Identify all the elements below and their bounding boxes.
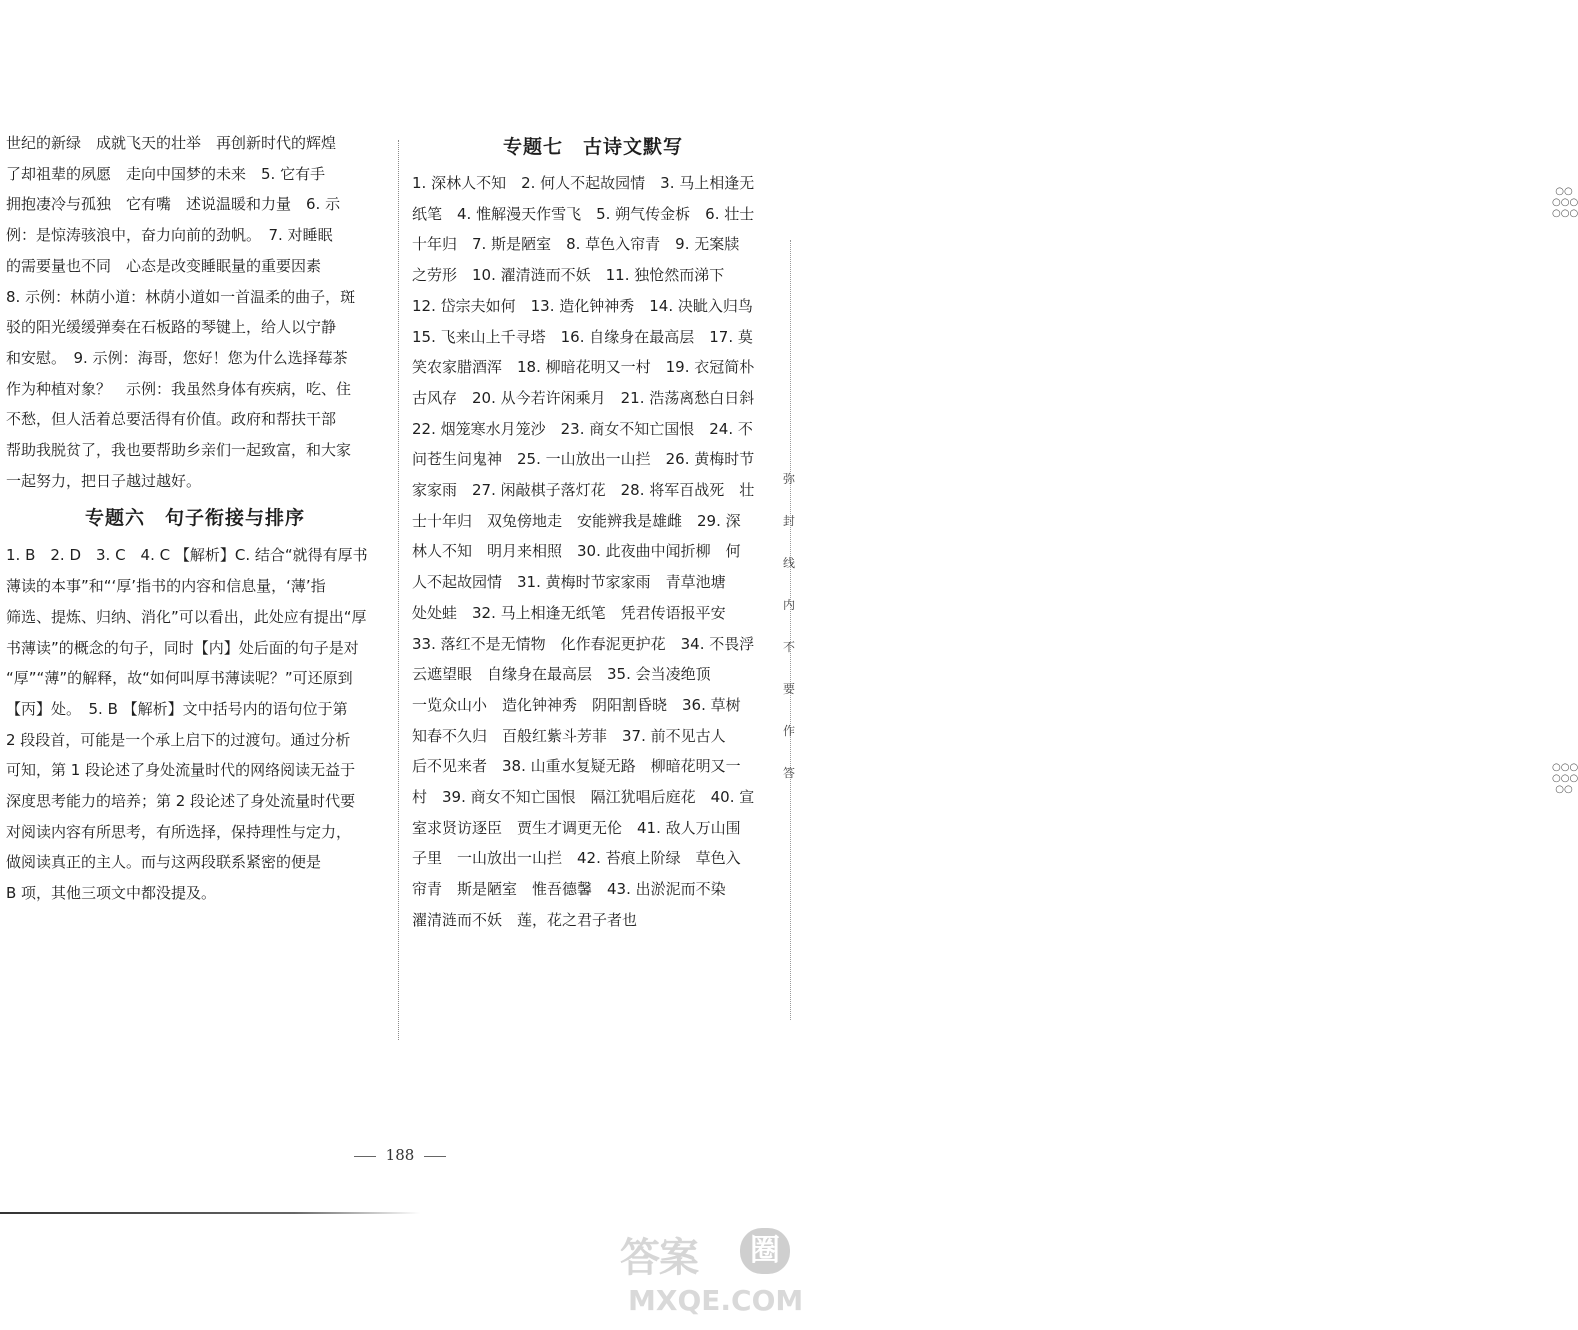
- answer-line: 作为种植对象？ 示例：我虽然身体有疾病，吃、住: [6, 379, 352, 398]
- answer-line: 林人不知 明月来相照 30. 此夜曲中闻折柳 何: [412, 542, 741, 561]
- answer-line: 驳的阳光缓缓弹奏在石板路的琴键上，给人以宁静: [6, 318, 337, 337]
- bottom-rule: [0, 1212, 420, 1214]
- answer-line: 不愁，但人活着总要活得有价值。政府和帮扶干部: [6, 410, 337, 429]
- answer-line: 15. 飞来山上千寻塔 16. 自缘身在最高层 17. 莫: [412, 327, 753, 346]
- answer-line: 知春不久归 百般红紫斗芳菲 37. 前不见古人: [412, 726, 726, 745]
- answer-line: 家家雨 27. 闲敲棋子落灯花 28. 将军百战死 壮: [412, 481, 755, 500]
- page-number: [0, 1146, 800, 1164]
- binding-margin-char: 弥: [783, 472, 796, 486]
- answer-line: 和安慰。 9. 示例：海哥，您好！您为什么选择莓茶: [6, 348, 348, 367]
- answer-line: 例：是惊涛骇浪中，奋力向前的劲帆。 7. 对睡眠: [6, 226, 333, 245]
- watermark: [620, 1226, 804, 1326]
- answer-line: 了却祖辈的夙愿 走向中国梦的未来 5. 它有手: [6, 164, 326, 183]
- answer-line: 33. 落红不是无情物 化作春泥更护花 34. 不畏浮: [412, 634, 755, 653]
- answer-line: 村 39. 商女不知亡国恨 隔江犹唱后庭花 40. 宣: [412, 788, 755, 807]
- answer-line: 笑农家腊酒浑 18. 柳暗花明又一村 19. 衣冠简朴: [412, 358, 755, 377]
- left-intro-block: [6, 128, 384, 496]
- binding-margin-char: 封: [783, 514, 796, 528]
- answer-line: 【丙】处。 5. B 【解析】文中括号内的语句位于第: [6, 699, 348, 718]
- section-6-title: 专题六 句子衔接与排序: [84, 507, 305, 530]
- binding-margin-char: 不: [783, 640, 796, 654]
- section-7-title: 专题七 古诗文默写: [502, 136, 683, 158]
- answer-line: 濯清涟而不妖 莲，花之君子者也: [412, 910, 638, 929]
- answer-line: 的需要量也不同 心态是改变睡眠量的重要因素: [6, 256, 322, 275]
- binding-margin-char: 作: [783, 724, 796, 738]
- answer-line: 十年归 7. 斯是陋室 8. 草色入帘青 9. 无案牍: [412, 235, 740, 254]
- answer-line: 深度思考能力的培养；第 2 段论述了身处流量时代要: [6, 792, 356, 811]
- section-6-answers: [6, 540, 384, 908]
- margin-circles-top: ○○ ○○○ ○○○: [1552, 186, 1578, 219]
- binding-dotted-line: [790, 240, 791, 1020]
- section-7-answers: [412, 168, 774, 936]
- answer-line: 之劳形 10. 濯清涟而不妖 11. 独怆然而涕下: [412, 266, 725, 285]
- answer-line: 12. 岱宗夫如何 13. 造化钟神秀 14. 决眦入归鸟: [412, 296, 753, 315]
- answer-line: 后不见来者 38. 山重水复疑无路 柳暗花明又一: [412, 757, 741, 776]
- answer-line: 1. 深林人不知 2. 何人不起故园情 3. 马上相逢无: [412, 174, 755, 192]
- watermark-url: MXQE.COM: [628, 1284, 804, 1317]
- answer-line: 子里 一山放出一山拦 42. 苔痕上阶绿 草色入: [412, 849, 741, 868]
- answer-line: 薄读的本事”和“‘厚’指书的内容和信息量，‘薄’指: [6, 577, 326, 596]
- answer-line: 1. B 2. D 3. C 4. C 【解析】C. 结合“就得有厚书: [6, 546, 368, 565]
- binding-margin-char: 内: [783, 598, 796, 612]
- answer-line: 室求贤访逐臣 贾生才调更无伦 41. 敌人万山围: [412, 818, 741, 837]
- answer-line: 帘青 斯是陋室 惟吾德馨 43. 出淤泥而不染: [412, 880, 726, 899]
- answer-line: 问苍生问鬼神 25. 一山放出一山拦 26. 黄梅时节: [412, 450, 755, 469]
- binding-margin-char: 答: [783, 766, 796, 780]
- answer-line: 拥抱凄冷与孤独 它有嘴 述说温暖和力量 6. 示: [6, 195, 341, 214]
- answer-line: 书薄读”的概念的句子，同时【内】处后面的句子是对: [6, 638, 359, 657]
- watermark-logo: 答案: [620, 1235, 698, 1281]
- answer-line: 云遮望眼 自缘身在最高层 35. 会当凌绝顶: [412, 665, 711, 684]
- column-divider: [398, 140, 399, 1040]
- answer-line: 做阅读真正的主人。而与这两段联系紧密的便是: [6, 853, 322, 872]
- answer-line: 筛选、提炼、归纳、消化”可以看出，此处应有提出“厚: [6, 607, 367, 626]
- answer-line: 古风存 20. 从今若许闲乘月 21. 浩荡离愁白日斜: [412, 388, 755, 407]
- answer-line: 帮助我脱贫了，我也要帮助乡亲们一起致富，和大家: [6, 441, 352, 460]
- right-column: [412, 128, 774, 936]
- answer-line: 人不起故园情 31. 黄梅时节家家雨 青草池塘: [412, 573, 726, 592]
- page-number-dash-left: [354, 1156, 376, 1157]
- answer-line: 一览众山小 造化钟神秀 阴阳割昏晓 36. 草树: [412, 695, 741, 714]
- answer-line: 8. 示例：林荫小道：林荫小道如一首温柔的曲子，斑: [6, 287, 356, 306]
- page-number-text: 188: [385, 1146, 415, 1164]
- answer-line: 可知，第 1 段论述了身处流量时代的网络阅读无益于: [6, 761, 356, 780]
- answer-line: 一起努力，把日子越过越好。: [6, 471, 202, 490]
- answer-line: “厚”“薄”的解释，故“如何叫厚书薄读呢？”可还原到: [6, 669, 353, 688]
- margin-circles-bottom: ○○○ ○○○ ○○: [1552, 762, 1578, 795]
- answer-line: 处处蛙 32. 马上相逢无纸笔 凭君传语报平安: [412, 603, 726, 622]
- answer-line: 纸笔 4. 惟解漫天作雪飞 5. 朔气传金柝 6. 壮士: [412, 204, 755, 223]
- answer-line: 2 段段首，可能是一个承上启下的过渡句。通过分析: [6, 730, 351, 749]
- binding-margin-char: 线: [783, 556, 796, 570]
- watermark-badge: 圈: [740, 1228, 790, 1274]
- answer-line: 对阅读内容有所思考，有所选择，保持理性与定力，: [6, 822, 352, 841]
- left-column: [6, 128, 384, 909]
- answer-line: 22. 烟笼寒水月笼沙 23. 商女不知亡国恨 24. 不: [412, 419, 753, 438]
- answer-line: 世纪的新绿 成就飞天的壮举 再创新时代的辉煌: [6, 134, 337, 152]
- page-number-dash-right: [424, 1156, 446, 1157]
- answer-line: 士十年归 双兔傍地走 安能辨我是雄雌 29. 深: [412, 511, 741, 530]
- answer-line: B 项，其他三项文中都没提及。: [6, 884, 217, 903]
- binding-margin-char: 要: [783, 682, 796, 696]
